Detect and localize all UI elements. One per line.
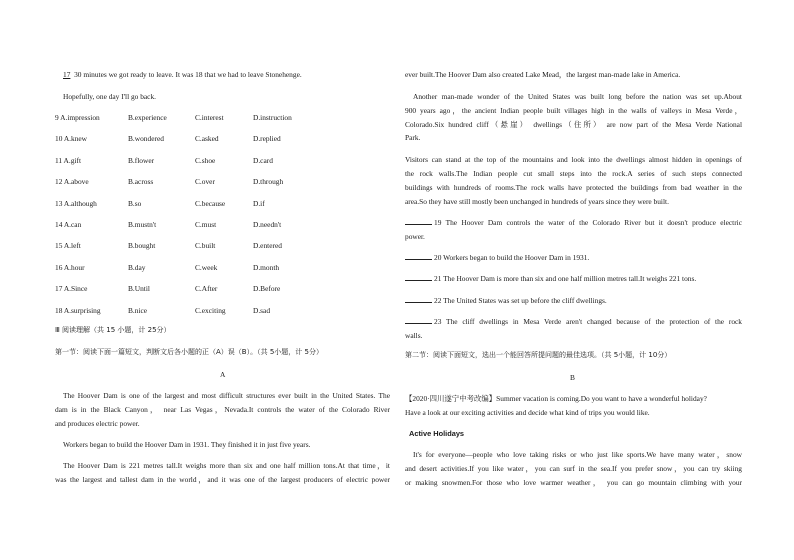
passage-a-line: Park. xyxy=(405,133,421,142)
statement-21 xyxy=(405,274,696,283)
passage-a-line: The Hoover Dam is 221 metres tall.It weighs more than six and one half million tons.At that time，it xyxy=(63,461,390,470)
option-c: C.built xyxy=(195,241,216,251)
option-b: B.Until xyxy=(128,284,150,294)
option-c: C.After xyxy=(195,284,218,294)
option-row xyxy=(55,177,390,188)
answer-blank[interactable] xyxy=(405,218,432,225)
passage-a-line: area.So they have still mostly been unchanged in hundreds of years since they were built. xyxy=(405,197,669,206)
option-a: 16 A.hour xyxy=(55,262,85,272)
question-17-number: 17 xyxy=(63,70,71,79)
option-c: C.must xyxy=(195,220,217,229)
passage-b-line: It's for everyone—people who love taking risks or who just like sports.We have many water，snow xyxy=(413,450,742,459)
passage-a-line: The Hoover Dam is one of the largest and most difficult structures ever built in the United States. The xyxy=(63,391,390,400)
passage-a-line: and produces electric power. xyxy=(55,419,140,428)
option-row xyxy=(55,241,390,252)
option-d: D.through xyxy=(253,177,284,187)
option-d: D.sad xyxy=(253,305,271,315)
option-a: 11 A.gift xyxy=(55,155,82,165)
option-row xyxy=(55,220,390,231)
statement-21-text: 21 The Hoover Dam is more than six and one half million metres tall.It weighs 221 tons. xyxy=(434,274,697,283)
option-a: 17 A.Since xyxy=(55,284,88,294)
option-c: C.over xyxy=(195,177,215,187)
option-b: B.day xyxy=(128,262,146,272)
option-row xyxy=(55,263,390,274)
option-d: D.entered xyxy=(253,241,282,251)
active-holidays-heading: Active Holidays xyxy=(409,429,465,438)
statement-20-text: 20 Workers began to build the Hoover Dam in 1931. xyxy=(434,253,590,262)
option-a: 18 A.surprising xyxy=(55,305,101,315)
question-17-text: 30 minutes we got ready to leave. It was 18 that we had to leave Stonehenge. xyxy=(74,70,302,79)
passage-a-line: dam is in the Black Canyon， near Las Vegas，Nevada.It controls the water of the Colorado River xyxy=(55,405,390,414)
answer-blank[interactable] xyxy=(405,296,432,303)
passage-b-letter: B xyxy=(570,373,575,382)
option-c: C.exciting xyxy=(195,305,226,315)
passage-a-line: buildings with hundreds of rooms.The rock walls have protected the buildings from bad weather in the xyxy=(405,183,742,192)
option-d: D.Before xyxy=(253,284,281,294)
passage-a-line: Visitors can stand at the top of the mountains and look into the dwellings almost hidden in openings of xyxy=(405,155,742,164)
option-row xyxy=(55,199,390,210)
passage-a-paragraph-2: Workers began to build the Hoover Dam in 1931. They finished it in just five years. xyxy=(63,440,311,449)
passage-a-line: the rock walls.The Indian people cut small steps into the rock.A series of such steps connected xyxy=(405,169,742,178)
passage-b-line: and desert activities.If you like water，you can surf in the sea.If you prefer snow，you can try skiing xyxy=(405,464,742,473)
option-b: B.across xyxy=(128,177,154,187)
option-a: 12 A.above xyxy=(55,177,89,187)
option-d: D.card xyxy=(253,155,273,165)
option-b: B.wondered xyxy=(128,134,164,144)
statement-23 xyxy=(405,317,742,328)
option-c: C.because xyxy=(195,198,226,208)
passage-a-line: Another man-made wonder of the United States was built long before the nation was set up.About xyxy=(413,92,742,101)
passage-b-intro-line: 【2020·四川遂宁中考改编】Summer vacation is coming.Do you want to have a wonderful holiday? xyxy=(405,394,707,403)
passage-b-line: or making snowmen.For those who love warmer weather， you can go mountain climbing with your xyxy=(405,478,742,487)
passage-a-line: 900 years ago，the ancient Indian people built villages high in the walls of valleys in Mesa Verde， xyxy=(405,106,742,115)
passage-a-letter: A xyxy=(220,370,226,379)
statement-19 xyxy=(405,218,742,229)
option-a: 14 A.can xyxy=(55,220,82,229)
option-row xyxy=(55,134,390,145)
passage-b-intro-line: Have a look at our exciting activities and decide what kind of trips you would like. xyxy=(405,408,650,417)
option-a: 10 A.knew xyxy=(55,134,88,144)
answer-blank[interactable] xyxy=(405,274,432,281)
passage-a-line: Colorado.Six hundred cliff（悬崖） dwellings（住所） are now part of the Mesa Verde National xyxy=(405,120,742,129)
statement-22 xyxy=(405,296,607,305)
answer-blank[interactable] xyxy=(405,253,432,260)
option-row xyxy=(55,284,390,295)
option-row xyxy=(55,113,390,124)
option-a: 9 A.impression xyxy=(55,113,100,122)
part-2-instructions: 第二节：阅读下面短文，选出一个能回答所提问题的最佳选项。（共 5小题，计 10分） xyxy=(405,351,672,359)
option-a: 15 A.left xyxy=(55,241,81,251)
option-b: B.flower xyxy=(128,155,155,165)
option-b: B.mustn't xyxy=(128,220,157,229)
option-row xyxy=(55,306,390,317)
statement-23-text: 23 The cliff dwellings in Mesa Verde aren't changed because of the protection of the rock xyxy=(434,317,742,326)
statement-23-continuation: walls. xyxy=(405,331,423,340)
statement-19-continuation: power. xyxy=(405,232,425,241)
closing-sentence: Hopefully, one day I'll go back. xyxy=(63,92,157,101)
passage-a-line: was the largest and tallest dam in the world，and it was one of the largest producers of electric power xyxy=(55,475,390,484)
section-3-heading: Ⅲ 阅读理解（共 15 小题，计 25分） xyxy=(55,326,171,334)
answer-blank[interactable] xyxy=(405,317,432,324)
statement-19-text: 19 The Hoover Dam controls the water of the Colorado River but it doesn't produce electric xyxy=(434,218,742,227)
option-b: B.bought xyxy=(128,241,156,251)
option-c: C.interest xyxy=(195,113,224,122)
option-c: C.asked xyxy=(195,134,219,144)
question-17-line xyxy=(63,70,302,79)
option-d: D.needn't xyxy=(253,220,282,229)
passage-a-continuation: ever built.The Hoover Dam also created Lake Mead，the largest man-made lake in America. xyxy=(405,70,681,79)
option-d: D.month xyxy=(253,262,280,272)
option-b: B.nice xyxy=(128,305,148,315)
option-b: B.experience xyxy=(128,113,167,122)
option-a: 13 A.although xyxy=(55,198,97,208)
option-row xyxy=(55,156,390,167)
option-c: C.shoe xyxy=(195,155,216,165)
option-c: C.week xyxy=(195,262,218,272)
option-d: D.replied xyxy=(253,134,281,144)
part-1-instructions: 第一节：阅读下面一篇短文，判断文后各小题的正（A）误（B）。（共 5小题，计 5分） xyxy=(55,348,323,356)
option-d: D.instruction xyxy=(253,113,292,122)
statement-22-text: 22 The United States was set up before the cliff dwellings. xyxy=(434,296,607,305)
option-b: B.so xyxy=(128,198,142,208)
option-d: D.if xyxy=(253,198,265,208)
statement-20 xyxy=(405,253,589,262)
